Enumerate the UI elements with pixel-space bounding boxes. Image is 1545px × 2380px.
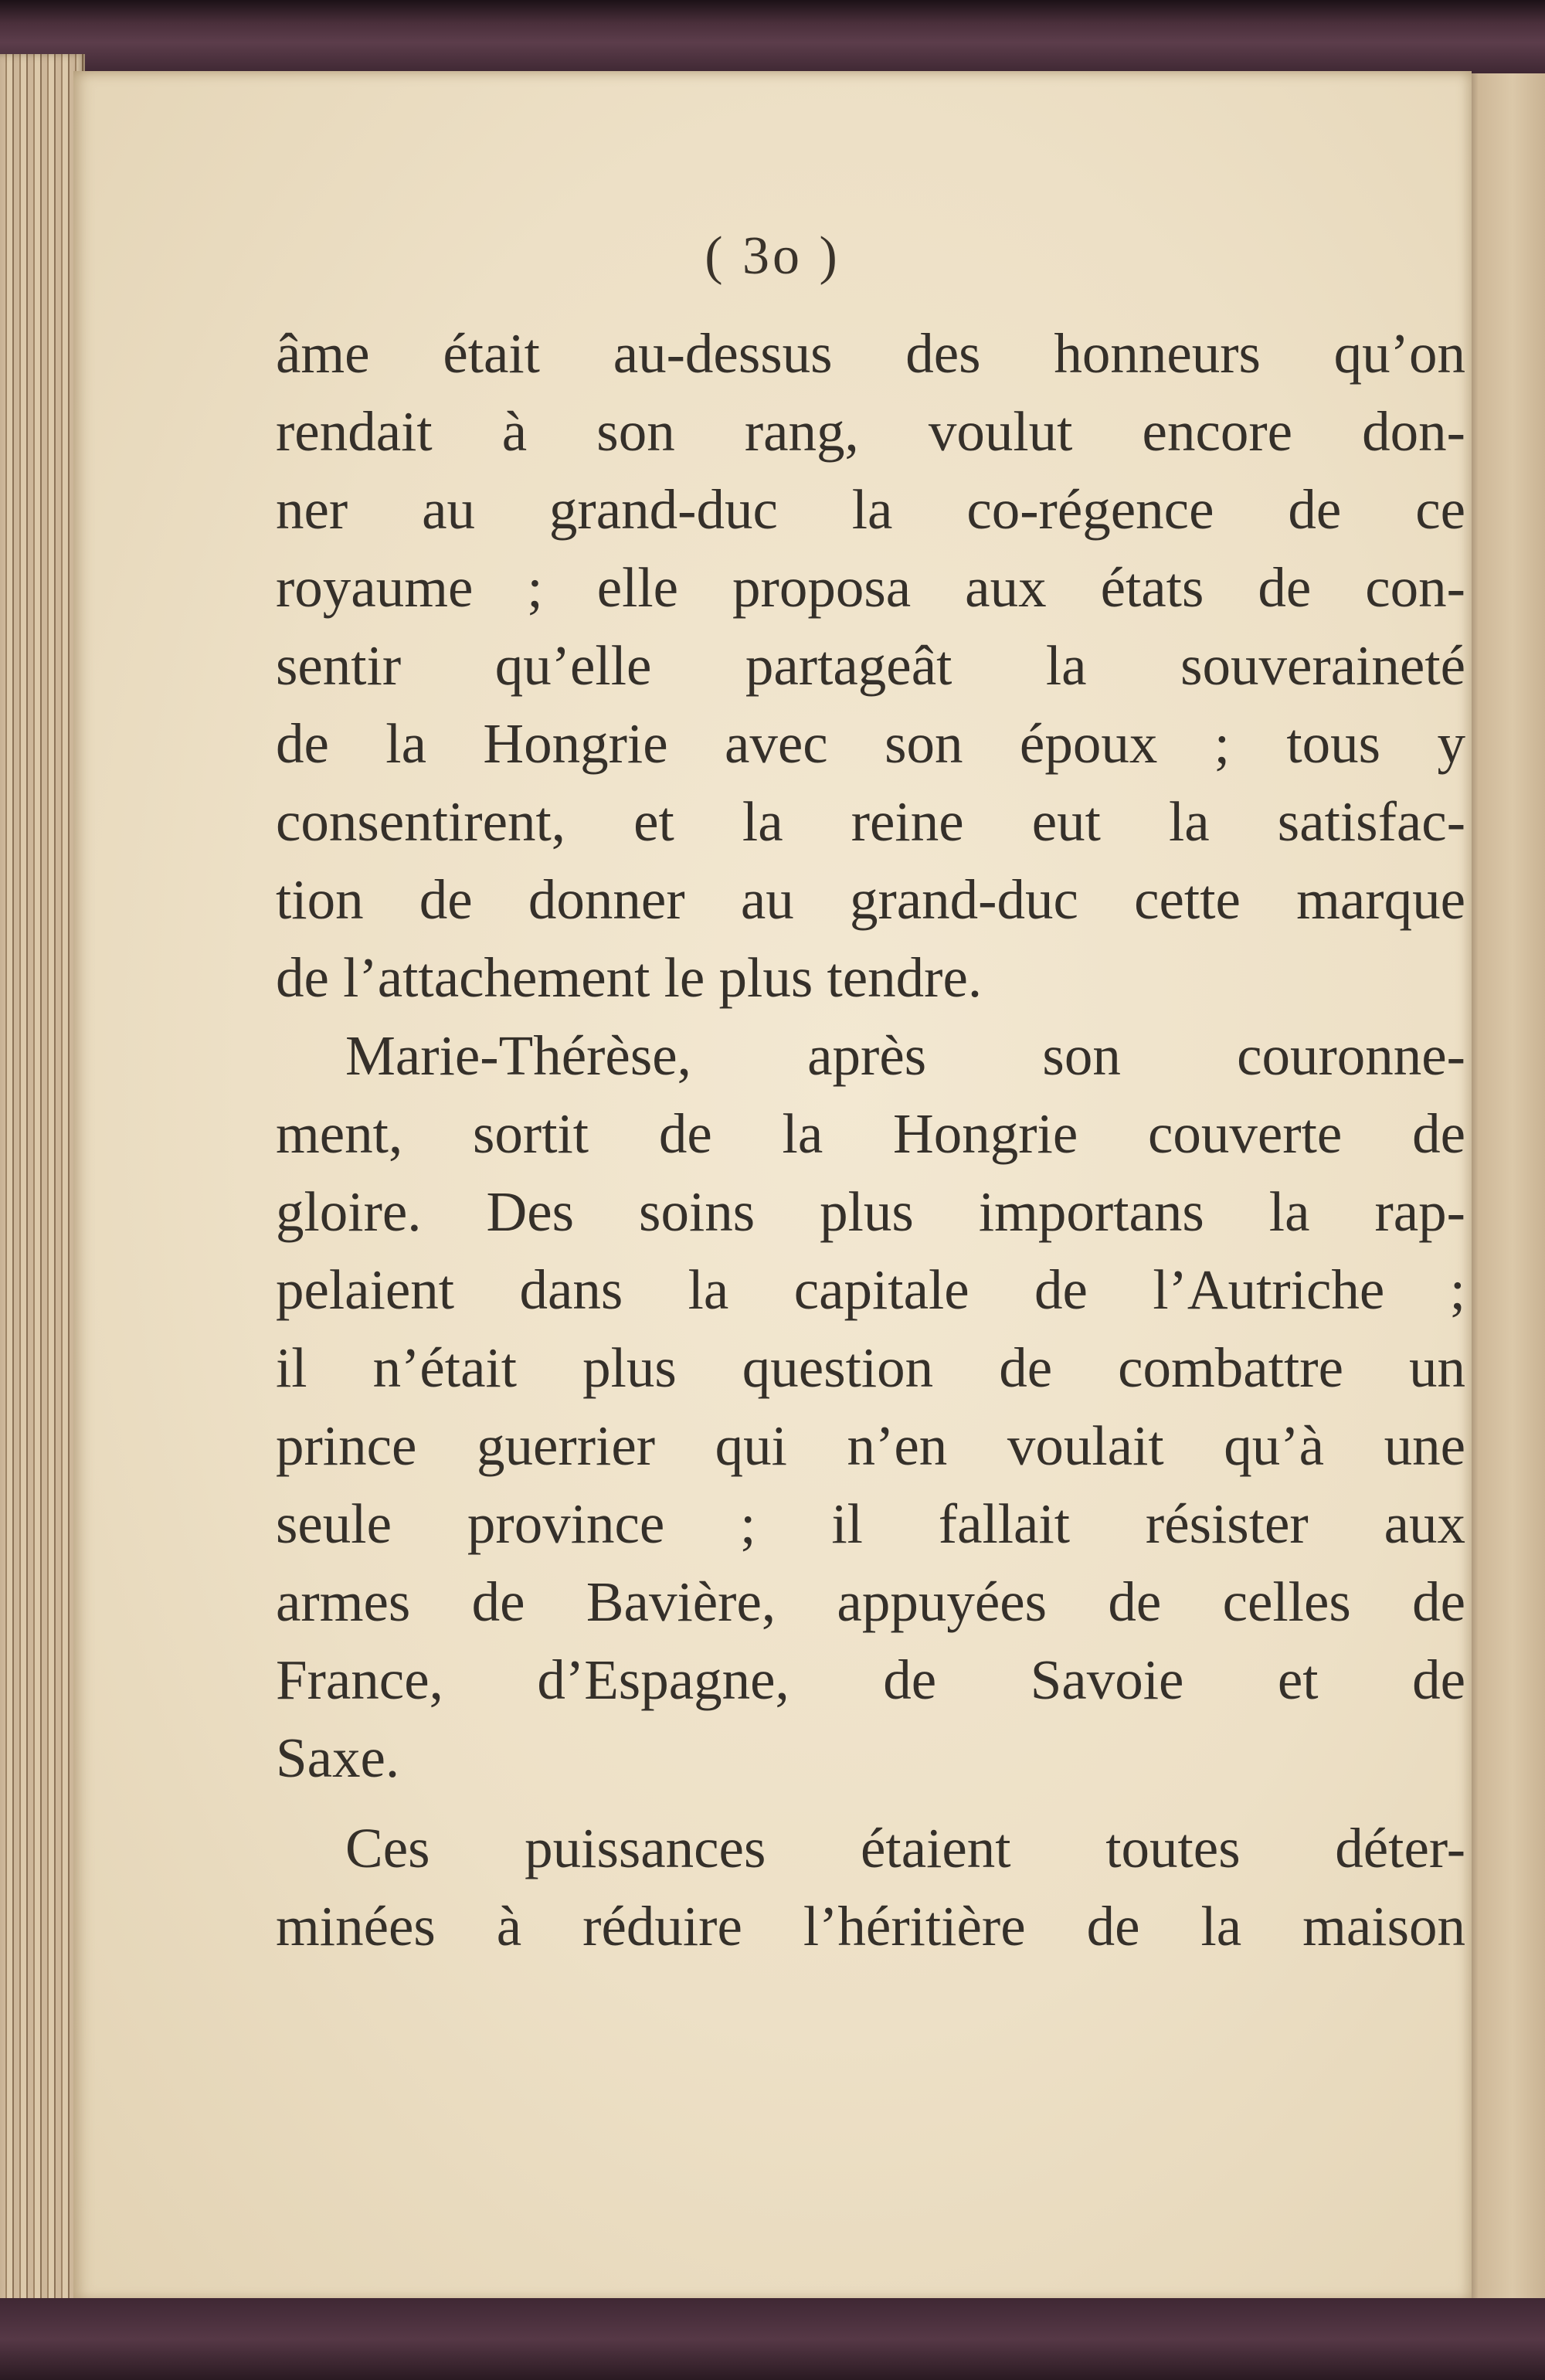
book-cover-top	[0, 0, 1545, 77]
text-line: seule province ; il fallait résister aux	[276, 1492, 1465, 1555]
page-edges-left	[0, 54, 85, 2306]
text-line: royaume ; elle proposa aux états de con-	[276, 556, 1465, 619]
text-line: consentirent, et la reine eut la satisfac-	[276, 790, 1465, 853]
text-line: Ces puissances étaient toutes déter-	[345, 1817, 1465, 1879]
text-line: il n’était plus question de combattre un	[276, 1336, 1465, 1399]
book-page	[73, 71, 1472, 2302]
text-line: pelaient dans la capitale de l’Autriche ;	[276, 1258, 1465, 1321]
text-line: ner au grand-duc la co-régence de ce	[276, 478, 1465, 541]
text-line: de la Hongrie avec son époux ; tous y	[276, 712, 1465, 775]
text-line: tion de donner au grand-duc cette marque	[276, 868, 1465, 931]
body-text	[276, 314, 1465, 1965]
text-line: France, d’Espagne, de Savoie et de	[276, 1648, 1465, 1711]
text-line: de l’attachement le plus tendre.	[276, 946, 983, 1009]
text-line: armes de Bavière, appuyées de celles de	[276, 1570, 1465, 1633]
page-number: ( 3o )	[705, 226, 840, 286]
paragraph-gap	[276, 1797, 1465, 1809]
text-line: prince guerrier qui n’en voulait qu’à une	[276, 1414, 1465, 1477]
text-line: minées à réduire l’héritière de la maison	[276, 1895, 1465, 1957]
text-line: sentir qu’elle partageât la souveraineté	[276, 634, 1465, 697]
text-line: Marie-Thérèse, après son couronne-	[345, 1024, 1465, 1087]
text-line: ment, sortit de la Hongrie couverte de	[276, 1102, 1465, 1165]
text-line: rendait à son rang, voulut encore don-	[276, 400, 1465, 463]
text-line: Saxe.	[276, 1726, 400, 1789]
facing-page-edge	[1464, 73, 1545, 2306]
text-line: âme était au-dessus des honneurs qu’on	[276, 322, 1465, 385]
book-cover-bottom	[0, 2298, 1545, 2380]
text-line: gloire. Des soins plus importans la rap-	[276, 1180, 1465, 1243]
